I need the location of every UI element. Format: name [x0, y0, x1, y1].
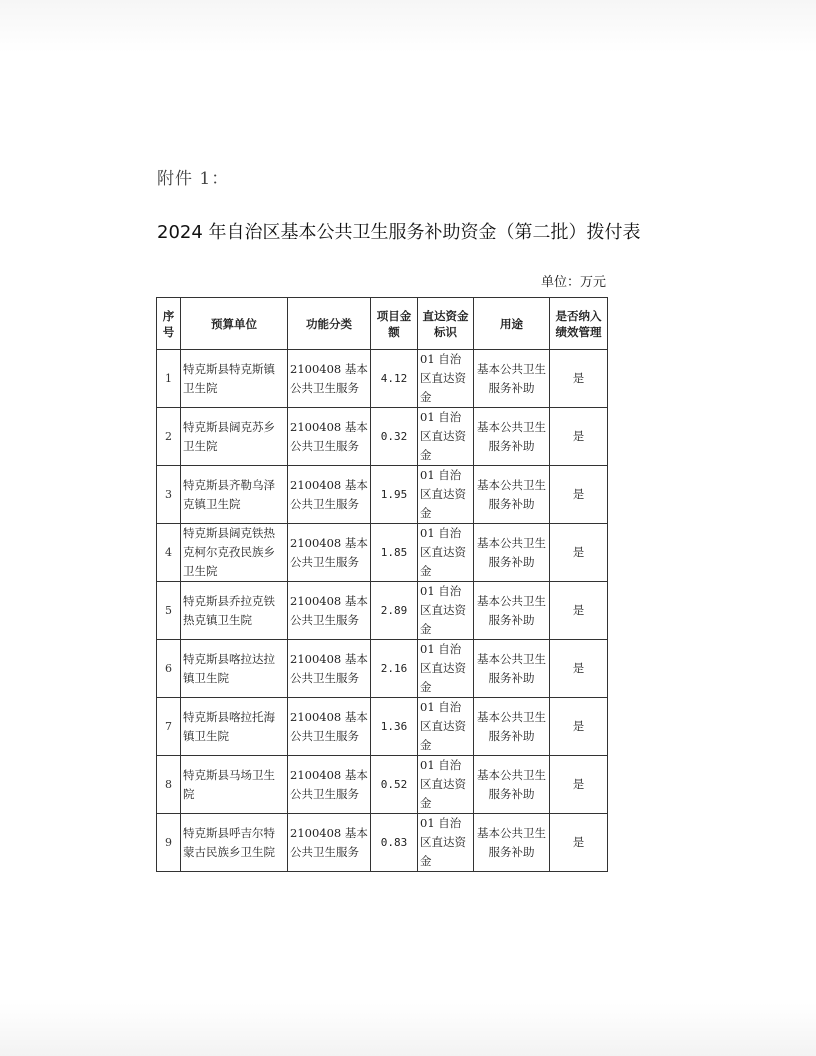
cell-mark: 01 自治区直达资金	[418, 756, 474, 814]
document-title: 2024 年自治区基本公共卫生服务补助资金（第二批）拨付表	[157, 222, 641, 243]
header-no: 序号	[157, 298, 181, 350]
cell-func: 2100408 基本公共卫生服务	[288, 408, 371, 466]
header-perf: 是否纳入绩效管理	[550, 298, 608, 350]
table-row	[157, 756, 608, 814]
header-use: 用途	[474, 298, 550, 350]
cell-unit: 特克斯县齐勒乌泽克镇卫生院	[181, 466, 288, 524]
table-row	[157, 698, 608, 756]
cell-mark: 01 自治区直达资金	[418, 640, 474, 698]
cell-no: 8	[157, 756, 181, 814]
cell-func: 2100408 基本公共卫生服务	[288, 582, 371, 640]
cell-amount: 1.36	[371, 698, 418, 756]
cell-perf: 是	[550, 756, 608, 814]
cell-perf: 是	[550, 582, 608, 640]
cell-perf: 是	[550, 814, 608, 872]
cell-unit: 特克斯县乔拉克铁热克镇卫生院	[181, 582, 288, 640]
cell-perf: 是	[550, 350, 608, 408]
cell-func: 2100408 基本公共卫生服务	[288, 698, 371, 756]
cell-no: 9	[157, 814, 181, 872]
cell-func: 2100408 基本公共卫生服务	[288, 524, 371, 582]
cell-amount: 0.52	[371, 756, 418, 814]
cell-use: 基本公共卫生服务补助	[474, 466, 550, 524]
cell-mark: 01 自治区直达资金	[418, 350, 474, 408]
cell-unit: 特克斯县马场卫生院	[181, 756, 288, 814]
cell-use: 基本公共卫生服务补助	[474, 640, 550, 698]
cell-func: 2100408 基本公共卫生服务	[288, 350, 371, 408]
cell-no: 4	[157, 524, 181, 582]
header-func: 功能分类	[288, 298, 371, 350]
cell-unit: 特克斯县阔克铁热克柯尔克孜民族乡卫生院	[181, 524, 288, 582]
table-row	[157, 582, 608, 640]
cell-use: 基本公共卫生服务补助	[474, 408, 550, 466]
cell-perf: 是	[550, 640, 608, 698]
cell-mark: 01 自治区直达资金	[418, 698, 474, 756]
cell-unit: 特克斯县呼吉尔特蒙古民族乡卫生院	[181, 814, 288, 872]
cell-use: 基本公共卫生服务补助	[474, 582, 550, 640]
table-row	[157, 408, 608, 466]
table-row	[157, 524, 608, 582]
header-amount: 项目金额	[371, 298, 418, 350]
cell-use: 基本公共卫生服务补助	[474, 814, 550, 872]
cell-no: 3	[157, 466, 181, 524]
table-row	[157, 466, 608, 524]
table-header-row	[157, 298, 608, 350]
cell-no: 5	[157, 582, 181, 640]
cell-amount: 1.85	[371, 524, 418, 582]
cell-amount: 0.83	[371, 814, 418, 872]
cell-func: 2100408 基本公共卫生服务	[288, 814, 371, 872]
cell-use: 基本公共卫生服务补助	[474, 350, 550, 408]
cell-unit: 特克斯县喀拉托海镇卫生院	[181, 698, 288, 756]
cell-mark: 01 自治区直达资金	[418, 524, 474, 582]
cell-no: 7	[157, 698, 181, 756]
attachment-label: 附件 1：	[157, 169, 230, 189]
cell-no: 1	[157, 350, 181, 408]
cell-no: 6	[157, 640, 181, 698]
table-row	[157, 814, 608, 872]
cell-use: 基本公共卫生服务补助	[474, 756, 550, 814]
cell-func: 2100408 基本公共卫生服务	[288, 756, 371, 814]
cell-amount: 2.16	[371, 640, 418, 698]
cell-amount: 1.95	[371, 466, 418, 524]
cell-no: 2	[157, 408, 181, 466]
header-unit: 预算单位	[181, 298, 288, 350]
cell-perf: 是	[550, 408, 608, 466]
header-mark: 直达资金标识	[418, 298, 474, 350]
cell-amount: 4.12	[371, 350, 418, 408]
cell-mark: 01 自治区直达资金	[418, 466, 474, 524]
unit-label: 单位：万元	[540, 275, 606, 290]
table-row	[157, 640, 608, 698]
cell-use: 基本公共卫生服务补助	[474, 524, 550, 582]
cell-func: 2100408 基本公共卫生服务	[288, 640, 371, 698]
cell-perf: 是	[550, 698, 608, 756]
cell-unit: 特克斯县喀拉达拉镇卫生院	[181, 640, 288, 698]
cell-mark: 01 自治区直达资金	[418, 408, 474, 466]
cell-mark: 01 自治区直达资金	[418, 814, 474, 872]
table-row	[157, 350, 608, 408]
cell-perf: 是	[550, 466, 608, 524]
cell-use: 基本公共卫生服务补助	[474, 698, 550, 756]
cell-unit: 特克斯县特克斯镇卫生院	[181, 350, 288, 408]
cell-mark: 01 自治区直达资金	[418, 582, 474, 640]
cell-amount: 2.89	[371, 582, 418, 640]
cell-unit: 特克斯县阔克苏乡卫生院	[181, 408, 288, 466]
cell-perf: 是	[550, 524, 608, 582]
cell-amount: 0.32	[371, 408, 418, 466]
cell-func: 2100408 基本公共卫生服务	[288, 466, 371, 524]
allocation-table	[156, 297, 608, 872]
